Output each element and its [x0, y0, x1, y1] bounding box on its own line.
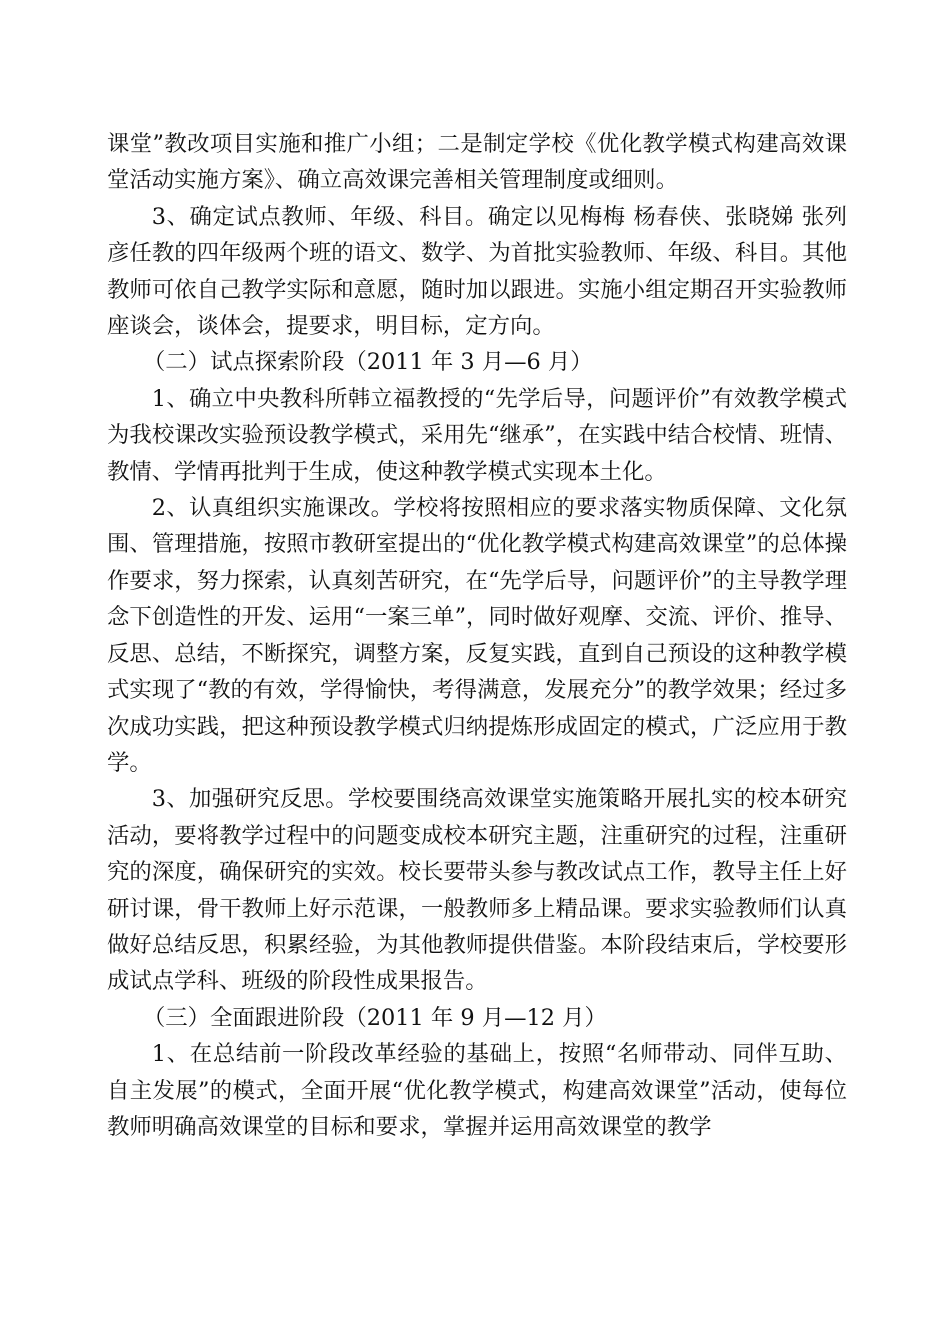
section-heading-full-stage: （三）全面跟进阶段（2011 年 9 月—12 月） — [142, 1004, 607, 1031]
paragraph-item-1-summary: 1、在总结前一阶段改革经验的基础上，按照“名师带动、同伴互助、自主发展”的模式，全面开展“优化教学模式，构建高效课堂”活动，使每位教师明确高效课堂的目标和要求，掌握并运用高效课堂的教学 — [107, 1041, 847, 1140]
paragraph-item-3-research-reflection: 3、加强研究反思。学校要围绕高效课堂实施策略开展扎实的校本研究活动，要将教学过程中的问题变成校本研究主题，注重研究的过程，注重研究的深度，确保研究的实效。校长要带头参与教改试点工作，教导主任上好研讨课，骨干教师上好示范课，一般教师多上精品课。要求实验教师们认真做好总结反思，积累经验，为其他教师提供借鉴。本阶段结束后，学校要形成试点学科、班级的阶段性成果报告。 — [107, 786, 847, 995]
section-heading-pilot-stage: （二）试点探索阶段（2011 年 3 月—6 月） — [142, 349, 593, 376]
paragraph-item-3-pilot-teachers: 3、确定试点教师、年级、科目。确定以见梅梅 杨春侠、张晓娣 张列彦任教的四年级两个班的语文、数学、为首批实验教师、年级、科目。其他教师可依自己教学实际和意愿，随时加以跟进。实施小组定期召开实验教师座谈会，谈体会，提要求，明目标，定方向。 — [107, 203, 847, 340]
paragraph-item-1-teaching-model: 1、确立中央教科所韩立福教授的“先学后导，问题评价”有效教学模式为我校课改实验预设教学模式，采用先“继承”，在实践中结合校情、班情、教情、学情再批判于生成，使这种教学模式实现本土化。 — [107, 385, 847, 485]
paragraph-item-2-implement-reform: 2、认真组织实施课改。学校将按照相应的要求落实物质保障、文化氛围、管理措施，按照市教研室提出的“优化教学模式构建高效课堂”的总体操作要求，努力探索，认真刻苦研究，在“先学后导，问题评价”的主导教学理念下创造性的开发、运用“一案三单”，同时做好观摩、交流、评价、推导、反思、总结，不断探究，调整方案，反复实践，直到自己预设的这种教学模式实现了“教的有效，学得愉快，考得满意，发展充分”的教学效果；经过多次成功实践，把这种预设教学模式归纳提炼形成固定的模式，广泛应用于教学。 — [107, 495, 847, 776]
paragraph-continuation: 课堂”教改项目实施和推广小组；二是制定学校《优化教学模式构建高效课堂活动实施方案》、确立高效课完善相关管理制度或细则。 — [107, 131, 847, 194]
document-page — [107, 126, 847, 1145]
